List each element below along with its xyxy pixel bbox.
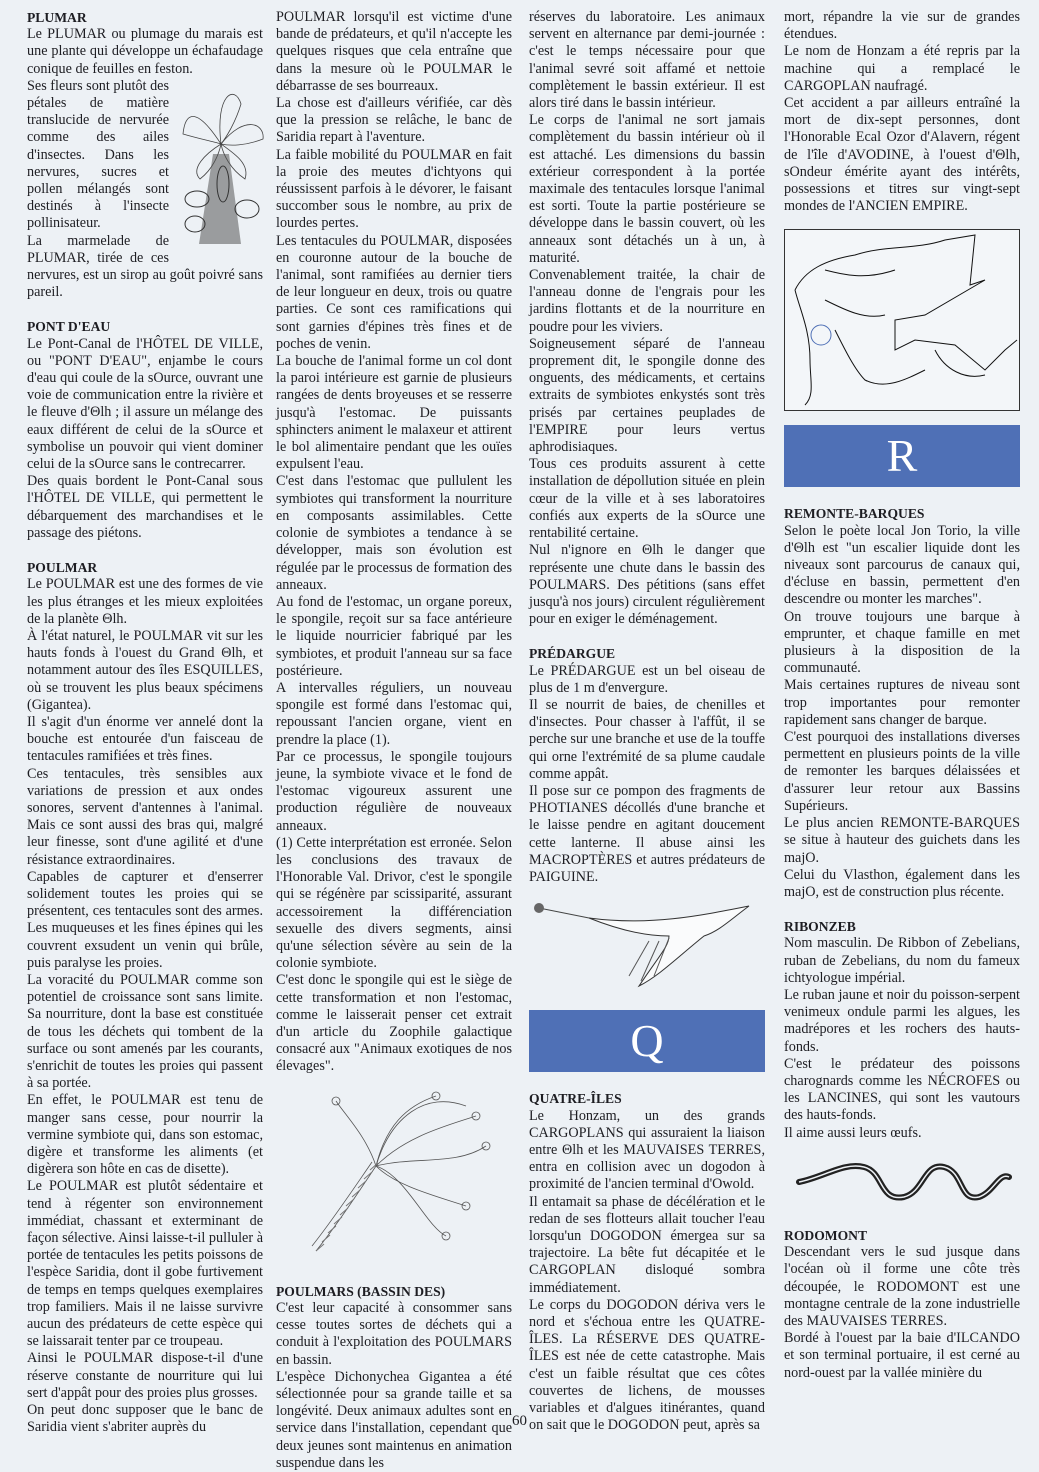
paragraph: La chose est d'ailleurs vérifiée, car dès que la pression se relâche, le banc de Saridia repart à l'aventure. bbox=[276, 95, 512, 146]
paragraph: Celui du Vlasthon, également dans les majO, est de construction plus récente. bbox=[784, 866, 1020, 900]
paragraph: Nul n'ignore en Θlh le danger que représente une chute dans le bassin des POULMARS. Des pétitions (sans effet jusqu'à nos jours) circulent régulièrement pour en exiger le déménagement. bbox=[529, 542, 765, 628]
ribonzeb-snake-illustration bbox=[784, 1152, 1020, 1217]
paragraph: Le plus ancien REMONTE-BARQUES se situe à hauteur des guichets dans les majO. bbox=[784, 815, 1020, 866]
paragraph: C'est dans l'estomac que pullulent les symbiotes qui transforment la nourriture en composants assimilables. Cette colonie de symbiotes a tendance à se développer, mais son évolution est régulée par le processus de formation des anneaux. bbox=[276, 473, 512, 593]
paragraph: C'est donc le spongile qui est le siège de cette transformation et non l'estomac, comme le laisserait penser cet extrait d'un article du Zoophile galactique consacré aux "Animaux exotiques de nos élevages". bbox=[276, 972, 512, 1075]
paragraph: Ces tentacules, très sensibles aux variations de pression et aux ondes sonores, servent d'antennes à l'animal. Mais ce sont aussi des bras qui, malgré leur finesse, sont d'une agilité et d'une résistance extraordinaires. bbox=[27, 765, 263, 868]
paragraph: C'est leur capacité à consommer sans cesse toutes sortes de déchets qui a conduit à l'exploitation des POULMARS en bassin. bbox=[276, 1300, 512, 1368]
page-number: 60 bbox=[512, 1413, 527, 1429]
paragraph: En effet, le POULMAR est tenu de manger sans cesse, pour nourrir la vermine symbiote qui, dans son estomac, digère et transforme les aliments (et digèrera son hôte en cas de disette). bbox=[27, 1092, 263, 1178]
paragraph: Il se nourrit de baies, de chenilles et d'insectes. Pour chasser à l'affût, il se perche sur une branche et use de la touffe qui orne l'extrémité de sa plume caudale comme appât. bbox=[529, 696, 765, 782]
paragraph: On trouve toujours une barque à emprunter, et chaque famille en met plusieurs à la disposition de la communauté. bbox=[784, 608, 1020, 677]
paragraph: Mais certaines ruptures de niveau sont trop importantes pour remonter rapidement sans changer de barque. bbox=[784, 677, 1020, 728]
paragraph: La marmelade de PLUMAR, tirée de ces nervures, est un sirop au goût poivré sans pareil. bbox=[27, 232, 263, 301]
paragraph: Le Pont-Canal de l'HÔTEL DE VILLE, ou "PONT D'EAU", enjambe le cours d'eau qui coule de la sOurce, ouvrant une voie de communication entre la rivière et le fleuve d'Θlh ; il assure un mélange des eaux différent de celui de la sOurce et symbolise un pouvoir qui vient dominer celui de la sOurce sans le contrecarrer. bbox=[27, 335, 263, 473]
entry-heading: POULMARS (BASSIN DES) bbox=[276, 1283, 446, 1299]
plumar-plant-illustration bbox=[175, 84, 267, 259]
entry-heading: QUATRE-ÎLES bbox=[529, 1091, 622, 1107]
section-letter-r: R bbox=[784, 425, 1020, 487]
section-letter-q: Q bbox=[529, 1010, 765, 1072]
paragraph: Cet accident a par ailleurs entraîné la mort de dix-sept personnes, dont l'Honorable Ecal Ozor d'Alavern, régent de l'île d'AVODINE, à l'ouest d'Θlh, sOndeur émérite ayant des intérêts, possessions et titres sur vingt-sept mondes de l'ANCIEN EMPIRE. bbox=[784, 95, 1020, 215]
paragraph: Il aime aussi leurs œufs. bbox=[784, 1124, 922, 1141]
column-2 bbox=[276, 9, 512, 1472]
paragraph: La faible mobilité du POULMAR en fait la proie des meutes d'ichtyons qui réussissent parfois à le dévorer, le faisant succomber sous le nombre, au prix de lourdes pertes. bbox=[276, 146, 512, 232]
paragraph: Convenablement traitée, la chair de l'anneau donne de l'engrais pour les jardins flottants et de la nourriture en poudre pour les viviers. bbox=[529, 267, 765, 335]
entry-heading: PLUMAR bbox=[27, 10, 87, 25]
paragraph: Il s'agit d'un énorme ver annelé dont la bouche est entourée d'un faisceau de tentacules ramifiées et très fines. bbox=[27, 713, 263, 765]
entry-heading: RODOMONT bbox=[784, 1227, 868, 1243]
entry-heading: PRÉDARGUE bbox=[529, 646, 616, 662]
paragraph: Selon le poète local Jon Torio, la ville d'Θlh est "un escalier liquide dont les niveaux sont parcourus de canaux qui, d'écluse en bassin, permettent d'en descendre ou monter les marches". bbox=[784, 522, 1020, 608]
entry-heading: POULMAR bbox=[27, 560, 98, 576]
paragraph: Des quais bordent le Pont-Canal sous l'HÔTEL DE VILLE, qui permettent le débarquement des marchandises et le passage des piétons. bbox=[27, 473, 263, 541]
paragraph: Descendant vers le sud jusque dans l'océan où il forme une côte très découpée, le RODOMONT est une montagne centrale de la zone industrielle des MAUVAISES TERRES. bbox=[784, 1244, 1020, 1329]
paragraph: Le nom de Honzam a été repris par la machine qui a remplacé le CARGOPLAN naufragé. bbox=[784, 43, 1020, 94]
entry-heading: REMONTE-BARQUES bbox=[784, 506, 925, 522]
paragraph: À l'état naturel, le POULMAR vit sur les hauts fonds à l'ouest du Grand Θlh, et notamment autour des îles ESQUILLES, où se trouvent les plus beaux spécimens (Gigantea). bbox=[27, 627, 263, 713]
paragraph: Bordé à l'ouest par la baie d'ILCANDO et son terminal portuaire, il est cerné au nord-ouest par la vallée minière du bbox=[784, 1330, 1020, 1381]
paragraph: Tous ces produits assurent à cette installation de dépollution située en plein cœur de la ville et à ses laboratoires confiés aux experts de la sOurce une rentabilité certaine. bbox=[529, 456, 765, 542]
paragraph: Le Honzam, un des grands CARGOPLANS qui assuraient la liaison entre Θlh et les MAUVAISES TERRES, entra en collision avec un dogodon à proximité de l'ancien terminal d'Owold. bbox=[529, 1107, 765, 1193]
paragraph: Le PLUMAR ou plumage du marais est une plante qui développe un échafaudage conique de feuilles en feston. bbox=[27, 26, 263, 77]
column-3 bbox=[529, 9, 765, 1434]
paragraph: Capables de capturer et d'enserrer solidement toutes les proies qui se présentent, ces tentacules sont des armes. Les muqueuses et les fines épines qui les couvrent exsudent un venin qui brûle, puis paralyse les proies. bbox=[27, 868, 263, 971]
paragraph: Nom masculin. De Ribbon of Zebelians, ruban de Zebelians, du nom du fameux ichtyologue impérial. bbox=[784, 935, 1020, 986]
paragraph: La bouche de l'animal forme un col dont la paroi intérieure est garnie de plusieurs rangées de dents broyeuses et se resserre jusqu'à l'estomac. De puissants sphincters animent le malaxeur et attirent le bol alimentaire pendant que les ouïes expulsent l'eau. bbox=[276, 353, 512, 473]
paragraph: POULMAR lorsqu'il est victime d'une bande de prédateurs, et qu'il n'accepte les quelques risques que cela entraîne que dans la mesure où le POULMAR le débarrasse de ses bourreaux. bbox=[276, 9, 512, 94]
entry-heading: RIBONZEB bbox=[784, 919, 856, 935]
paragraph: mort, répandre la vie sur de grandes étendues. bbox=[784, 9, 1020, 43]
poulmar-illustration bbox=[276, 1086, 512, 1266]
paragraph: Le ruban jaune et noir du poisson-serpent venimeux ondule parmi les algues, les madrépores et les rochers des hauts-fonds. bbox=[784, 986, 1020, 1055]
paragraph: C'est pourquoi des installations diverses permettent en plusieurs points de la ville de remonter les barques délaissées et d'assurer leur retour aux Bassins Supérieurs. bbox=[784, 729, 1020, 814]
column-1 bbox=[27, 9, 263, 1436]
paragraph: réserves du laboratoire. Les animaux servent en alternance par demi-journée : c'est le temps nécessaire pour que l'animal sevré soit affamé et nettoie complètement le bassin extérieur. Il est alors tiré dans le bassin intérieur. bbox=[529, 9, 765, 112]
paragraph: Par ce processus, le spongile toujours jeune, la symbiote vivace et le fond de l'estomac vigoureux assurent une production régulière de nouveaux anneaux. bbox=[276, 748, 512, 834]
paragraph: (1) Cette interprétation est erronée. Selon les conclusions des travaux de l'Honorable Val. Drivor, c'est le spongile qui se régénère par scissiparité, assurant accessoirement la différenciation sexuelle des divers segments, ainsi qu'une sélection sévère au sein de la colonie symbiote. bbox=[276, 834, 512, 972]
paragraph: Le corps du DOGODON dériva vers le nord et s'échoua entre les QUATRE-ÎLES. La RÉSERVE DES QUATRE- ÎLES est née de cette catastrophe. Mais c'est un faible résultat que ces côtes couvertes de lichens, de mousses variables et d'algues itinérantes, quand on sait que le DOGODON peut, après sa bbox=[529, 1296, 765, 1434]
paragraph: A intervalles réguliers, un nouveau spongile est formé dans l'estomac qui, repoussant l'ancien organe, vient en prendre la place (1). bbox=[276, 679, 512, 748]
paragraph: On peut donc supposer que le banc de Saridia vient s'abriter auprès du bbox=[27, 1402, 263, 1436]
paragraph: Le POULMAR est plutôt sédentaire et tend à régenter son environnement immédiat, chassant et exterminant de façon sélective. Ainsi laisse-t-il pulluler à portée de tentacules les petits poissons de l'espèce Saridia, dont il gobe furtivement de temps en temps quelques exemplaires trop familiers. Mais il ne laisse survivre aucun des prédateurs de cette espèce qui se laissarait tenter par ce troupeau. bbox=[27, 1178, 263, 1350]
entry-heading: PONT D'EAU bbox=[27, 319, 111, 335]
paragraph: Ses fleurs sont plutôt des pétales de matière translucide de nervurée comme des ailes d'insectes. Dans les nervures, sucres et pollen mélangés sont destinés à l'insecte pollinisateur. bbox=[27, 77, 169, 232]
paragraph: C'est le prédateur des poissons charognards comme les NÉCROFES ou les LANCINES, qui sont les vautours des hauts-fonds. bbox=[784, 1055, 1020, 1124]
paragraph: Soigneusement séparé de l'anneau proprement dit, le spongile donne des onguents, des médicaments, et certains extraits de symbiotes enkystés sont très prisés par certaines peuplades de l'EMPIRE pour leurs vertus aphrodisiaques. bbox=[529, 335, 765, 456]
paragraph: Le corps de l'animal ne sort jamais complètement du bassin intérieur où il est attaché. Les dimensions du bassin extérieur correspondent à la portée maximale des tentacules lorsque l'animal est sorti. Toute la partie postérieure se développe dans le bassin couvert, où les anneaux sont détachés un à un, à maturité. bbox=[529, 112, 765, 266]
column-4 bbox=[784, 9, 1020, 1382]
paragraph: Au fond de l'estomac, un organe poreux, le spongile, reçoit sur sa face antérieure le liquide nourricier fabriqué par les symbiotes, et produit l'anneau sur sa face postérieure. bbox=[276, 593, 512, 679]
paragraph: La voracité du POULMAR comme son potentiel de croissance sont sans limite. Sa nourriture, dont la base est constituée de tous les déchets qui tombent de la surface ou sont amenés par les courants, s'enrichit de toutes les proies qui passent à sa portée. bbox=[27, 971, 263, 1092]
paragraph: Les tentacules du POULMAR, disposées en couronne autour de la bouche de l'animal, sont ramifiées au dernier tiers de leur longueur en deux, trois ou quatre parties. Ce sont ces ramifications qui sont garnies d'épines très fines et de poches de venin. bbox=[276, 232, 512, 352]
paragraph: Le PRÉDARGUE est un bel oiseau de plus de 1 m d'envergure. bbox=[529, 662, 765, 696]
paragraph: L'espèce Dichonychea Gigantea a été sélectionnée pour sa grande taille et sa longévité. Deux animaux adultes sont en service dans l'installation, cependant que deux jeunes sont maintenus en animation suspendue dans les bbox=[276, 1368, 512, 1471]
coastline-map bbox=[784, 229, 1020, 411]
predargue-bird-illustration bbox=[529, 896, 765, 996]
paragraph: Il entamait sa phase de décélération et le redan de ses flotteurs allait toucher l'eau lorsqu'un DOGODON émergea sur sa trajectoire. La bête fut décapitée et le CARGOPLAN disloqué sombra immédiatement. bbox=[529, 1193, 765, 1296]
paragraph: Ainsi le POULMAR dispose-t-il d'une réserve constante de nourriture qui lui sert d'appât pour des proies plus grosses. bbox=[27, 1350, 263, 1401]
paragraph: Le POULMAR est une des formes de vie les plus étranges et les mieux exploitées de la planète Θlh. bbox=[27, 576, 263, 627]
paragraph: Il pose sur ce pompon des fragments de PHOTIANES décollés d'une branche et le laisse pendre en agitant doucement cette lanterne. Il abuse ainsi les MACROPTÈRES et autres prédateurs de PAIGUINE. bbox=[529, 782, 765, 885]
